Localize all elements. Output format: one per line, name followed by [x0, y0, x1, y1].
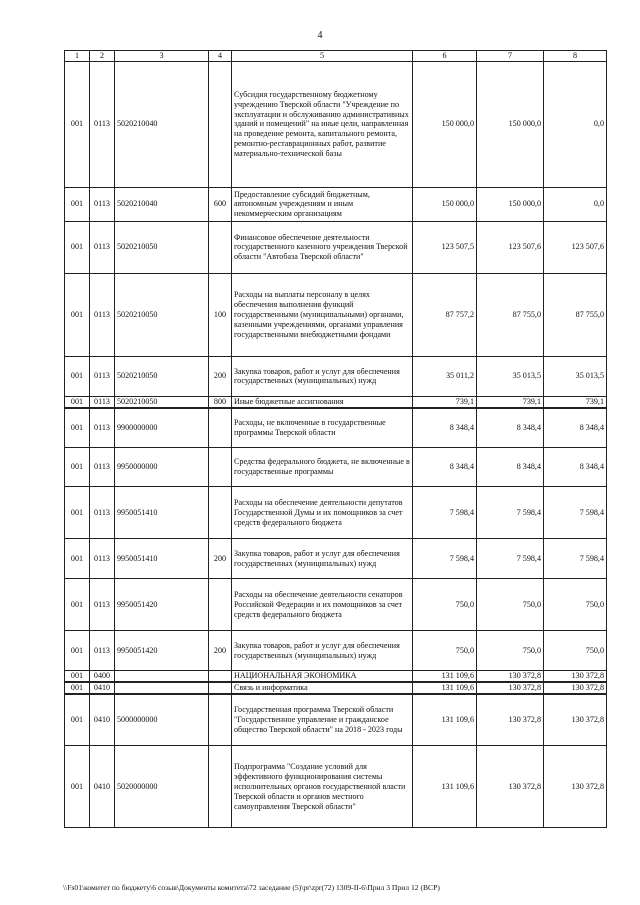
header-row — [65, 51, 607, 62]
item-description: Средства федерального бюджета, не включенные в государственные программы — [232, 448, 413, 487]
target-article-code: 9900000000 — [115, 408, 209, 448]
expense-type-code — [209, 448, 232, 487]
amount-col-6: 150 000,0 — [413, 61, 477, 187]
amount-col-6: 750,0 — [413, 631, 477, 671]
amount-col-7: 750,0 — [477, 579, 544, 631]
amount-col-8: 0,0 — [544, 61, 607, 187]
amount-col-8: 130 372,8 — [544, 682, 607, 694]
amount-col-7: 7 598,4 — [477, 487, 544, 539]
section-code: 0113 — [90, 61, 115, 187]
expense-type-code: 800 — [209, 396, 232, 407]
ministry-code: 001 — [65, 221, 90, 273]
amount-col-7: 7 598,4 — [477, 539, 544, 579]
amount-col-8: 35 013,5 — [544, 356, 607, 396]
table-row — [65, 671, 607, 682]
item-description: Связь и информатика — [232, 682, 413, 694]
item-description: Иные бюджетные ассигнования — [232, 396, 413, 407]
amount-col-6: 8 348,4 — [413, 408, 477, 448]
ministry-code: 001 — [65, 694, 90, 746]
section-code: 0113 — [90, 356, 115, 396]
amount-col-7: 739,1 — [477, 396, 544, 407]
expense-type-code: 600 — [209, 187, 232, 221]
table-row — [65, 273, 607, 356]
section-code: 0113 — [90, 396, 115, 407]
expense-type-code — [209, 579, 232, 631]
target-article-code: 5000000000 — [115, 694, 209, 746]
item-description: Закупка товаров, работ и услуг для обеспечения государственных (муниципальных) нужд — [232, 631, 413, 671]
section-code: 0113 — [90, 631, 115, 671]
ministry-code: 001 — [65, 746, 90, 828]
amount-col-8: 130 372,8 — [544, 671, 607, 682]
header-cell: 2 — [90, 51, 115, 62]
item-description: НАЦИОНАЛЬНАЯ ЭКОНОМИКА — [232, 671, 413, 682]
ministry-code: 001 — [65, 487, 90, 539]
item-description: Закупка товаров, работ и услуг для обеспечения государственных (муниципальных) нужд — [232, 356, 413, 396]
table-row — [65, 579, 607, 631]
target-article-code: 9950051420 — [115, 631, 209, 671]
ministry-code: 001 — [65, 539, 90, 579]
ministry-code: 001 — [65, 61, 90, 187]
amount-col-6: 131 109,6 — [413, 671, 477, 682]
item-description: Предоставление субсидий бюджетным, автономным учреждениям и иным некоммерческим организациям — [232, 187, 413, 221]
expense-type-code: 200 — [209, 356, 232, 396]
ministry-code: 001 — [65, 631, 90, 671]
amount-col-8: 7 598,4 — [544, 487, 607, 539]
target-article-code: 9950051420 — [115, 579, 209, 631]
table-row — [65, 682, 607, 694]
section-code: 0113 — [90, 579, 115, 631]
section-code: 0113 — [90, 273, 115, 356]
amount-col-6: 739,1 — [413, 396, 477, 407]
table-row — [65, 448, 607, 487]
header-cell: 7 — [477, 51, 544, 62]
section-code: 0410 — [90, 746, 115, 828]
expense-type-code — [209, 671, 232, 682]
amount-col-6: 8 348,4 — [413, 448, 477, 487]
expense-type-code — [209, 61, 232, 187]
target-article-code: 5020210050 — [115, 356, 209, 396]
table-row — [65, 61, 607, 187]
amount-col-8: 750,0 — [544, 579, 607, 631]
table-row — [65, 221, 607, 273]
expense-type-code — [209, 694, 232, 746]
amount-col-6: 750,0 — [413, 579, 477, 631]
amount-col-8: 7 598,4 — [544, 539, 607, 579]
item-description: Субсидия государственному бюджетному учреждению Тверской области "Учреждение по эксплуатации и обслуживанию административных зданий и помещений" на иные цели, направленная на проведение ремонта, капитального ремонта, ремонтно-реставрационных работ, развитие материально-технической базы — [232, 61, 413, 187]
amount-col-6: 131 109,6 — [413, 694, 477, 746]
expense-type-code: 200 — [209, 539, 232, 579]
ministry-code: 001 — [65, 682, 90, 694]
target-article-code — [115, 671, 209, 682]
amount-col-6: 7 598,4 — [413, 487, 477, 539]
amount-col-8: 8 348,4 — [544, 408, 607, 448]
amount-col-8: 0,0 — [544, 187, 607, 221]
table-row — [65, 187, 607, 221]
item-description: Расходы на обеспечение деятельности сенаторов Российской Федерации и их помощников за счет средств федерального бюджета — [232, 579, 413, 631]
amount-col-8: 739,1 — [544, 396, 607, 407]
item-description: Финансовое обеспечение деятельности государственного казенного учреждения Тверской области "Автобаза Тверской области" — [232, 221, 413, 273]
expense-type-code — [209, 746, 232, 828]
section-code: 0410 — [90, 682, 115, 694]
amount-col-8: 123 507,6 — [544, 221, 607, 273]
table-row — [65, 694, 607, 746]
item-description: Подпрограмма "Создание условий для эффективного функционирования системы исполнительных органов государственной власти Тверской области и органов местного самоуправления Тверской области" — [232, 746, 413, 828]
section-code: 0113 — [90, 539, 115, 579]
expense-type-code — [209, 487, 232, 539]
header-cell: 6 — [413, 51, 477, 62]
ministry-code: 001 — [65, 356, 90, 396]
expense-type-code: 100 — [209, 273, 232, 356]
item-description: Государственная программа Тверской области "Государственное управление и гражданское общество Тверской области" на 2018 - 2023 годы — [232, 694, 413, 746]
ministry-code: 001 — [65, 408, 90, 448]
expense-type-code — [209, 408, 232, 448]
budget-table — [64, 50, 607, 828]
ministry-code: 001 — [65, 671, 90, 682]
header-cell: 1 — [65, 51, 90, 62]
target-article-code: 5020000000 — [115, 746, 209, 828]
header-cell: 4 — [209, 51, 232, 62]
section-code: 0113 — [90, 448, 115, 487]
target-article-code: 5020210040 — [115, 187, 209, 221]
ministry-code: 001 — [65, 579, 90, 631]
table-row — [65, 746, 607, 828]
amount-col-7: 130 372,8 — [477, 682, 544, 694]
footer-file-path: \\Fs01\комитет по бюджету\6 созыв\Документы комитета\72 заседание (5)\pr\zpr(72) 1309-II-6\Прил 3 Прил 12 (ВСР) — [63, 883, 440, 892]
target-article-code: 5020210050 — [115, 396, 209, 407]
header-cell: 5 — [232, 51, 413, 62]
amount-col-8: 750,0 — [544, 631, 607, 671]
amount-col-7: 150 000,0 — [477, 61, 544, 187]
section-code: 0113 — [90, 187, 115, 221]
amount-col-7: 750,0 — [477, 631, 544, 671]
header-cell: 3 — [115, 51, 209, 62]
item-description: Закупка товаров, работ и услуг для обеспечения государственных (муниципальных) нужд — [232, 539, 413, 579]
amount-col-7: 8 348,4 — [477, 448, 544, 487]
section-code: 0113 — [90, 487, 115, 539]
section-code: 0113 — [90, 221, 115, 273]
amount-col-7: 35 013,5 — [477, 356, 544, 396]
table-row — [65, 487, 607, 539]
amount-col-7: 87 755,0 — [477, 273, 544, 356]
target-article-code: 9950051410 — [115, 539, 209, 579]
table-row — [65, 631, 607, 671]
page-number: 4 — [317, 30, 323, 41]
amount-col-7: 130 372,8 — [477, 671, 544, 682]
amount-col-6: 150 000,0 — [413, 187, 477, 221]
table-row — [65, 539, 607, 579]
amount-col-6: 87 757,2 — [413, 273, 477, 356]
target-article-code: 5020210050 — [115, 221, 209, 273]
table-row — [65, 356, 607, 396]
expense-type-code — [209, 221, 232, 273]
ministry-code: 001 — [65, 273, 90, 356]
table-row — [65, 408, 607, 448]
target-article-code: 9950000000 — [115, 448, 209, 487]
amount-col-8: 87 755,0 — [544, 273, 607, 356]
expense-type-code — [209, 682, 232, 694]
section-code: 0113 — [90, 408, 115, 448]
amount-col-8: 130 372,8 — [544, 694, 607, 746]
ministry-code: 001 — [65, 396, 90, 407]
amount-col-7: 130 372,8 — [477, 694, 544, 746]
target-article-code — [115, 682, 209, 694]
table-row — [65, 396, 607, 407]
amount-col-6: 35 011,2 — [413, 356, 477, 396]
amount-col-6: 7 598,4 — [413, 539, 477, 579]
item-description: Расходы на выплаты персоналу в целях обеспечения выполнения функций государственными (муниципальными) органами, казенными учреждениями, органами управления государственными внебюджетными фондами — [232, 273, 413, 356]
ministry-code: 001 — [65, 187, 90, 221]
amount-col-6: 123 507,5 — [413, 221, 477, 273]
amount-col-6: 131 109,6 — [413, 682, 477, 694]
amount-col-6: 131 109,6 — [413, 746, 477, 828]
target-article-code: 5020210040 — [115, 61, 209, 187]
expense-type-code: 200 — [209, 631, 232, 671]
target-article-code: 5020210050 — [115, 273, 209, 356]
amount-col-7: 8 348,4 — [477, 408, 544, 448]
item-description: Расходы на обеспечение деятельности депутатов Государственной Думы и их помощников за счет средств федерального бюджета — [232, 487, 413, 539]
amount-col-7: 123 507,6 — [477, 221, 544, 273]
header-cell: 8 — [544, 51, 607, 62]
ministry-code: 001 — [65, 448, 90, 487]
section-code: 0410 — [90, 694, 115, 746]
amount-col-8: 130 372,8 — [544, 746, 607, 828]
item-description: Расходы, не включенные в государственные программы Тверской области — [232, 408, 413, 448]
amount-col-8: 8 348,4 — [544, 448, 607, 487]
target-article-code: 9950051410 — [115, 487, 209, 539]
amount-col-7: 150 000,0 — [477, 187, 544, 221]
amount-col-7: 130 372,8 — [477, 746, 544, 828]
section-code: 0400 — [90, 671, 115, 682]
